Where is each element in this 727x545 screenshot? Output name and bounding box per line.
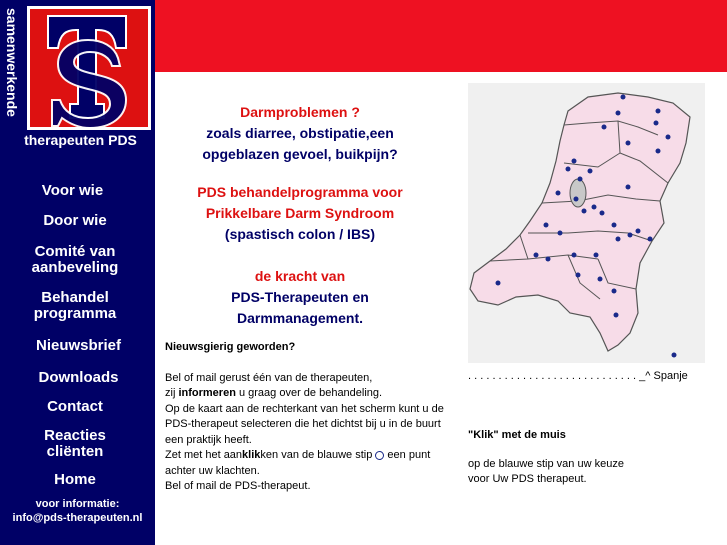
- top-banner: [155, 0, 727, 72]
- nav-downloads[interactable]: Downloads: [38, 369, 119, 386]
- nav-contact[interactable]: Contact: [47, 398, 103, 415]
- click-line-1: op de blauwe stip van uw keuze: [468, 458, 624, 470]
- therapist-dot[interactable]: [544, 223, 549, 228]
- logo-bottom-text: therapeuten PDS: [24, 132, 137, 148]
- pds-logo[interactable]: [0, 0, 155, 160]
- info-label: voor informatie:: [35, 498, 120, 510]
- intro-line-5: Prikkelbare Darm Syndroom: [205, 205, 395, 221]
- info-heading: Nieuwsgierig geworden?: [165, 341, 296, 353]
- logo-vertical-text: samenwerkende: [4, 8, 20, 117]
- therapist-dot[interactable]: [612, 223, 617, 228]
- therapist-dot[interactable]: [672, 353, 677, 358]
- therapist-dot[interactable]: [616, 111, 621, 116]
- click-instructions: [468, 428, 718, 487]
- info-p2: [165, 386, 445, 402]
- therapist-dot[interactable]: [614, 313, 619, 318]
- therapist-dot[interactable]: [588, 169, 593, 174]
- therapist-dot[interactable]: [576, 273, 581, 278]
- nav-voor-wie[interactable]: Voor wie: [41, 182, 104, 199]
- therapist-dot[interactable]: [592, 205, 597, 210]
- info-p2-c: u graag over de behandeling.: [235, 387, 383, 399]
- therapist-dot[interactable]: [600, 211, 605, 216]
- therapist-dot[interactable]: [621, 95, 626, 100]
- info-p5: Bel of mail de PDS-therapeut.: [165, 480, 311, 492]
- therapist-dot[interactable]: [534, 253, 539, 258]
- sidebar: [0, 0, 155, 545]
- therapist-dot[interactable]: [612, 289, 617, 294]
- therapist-dot[interactable]: [594, 253, 599, 258]
- therapist-dot[interactable]: [626, 141, 631, 146]
- spain-indicator: [468, 370, 718, 382]
- therapist-dot[interactable]: [566, 167, 571, 172]
- therapist-dot[interactable]: [496, 281, 501, 286]
- info-email-link[interactable]: info@pds-therapeuten.nl: [12, 512, 143, 524]
- therapist-dot[interactable]: [602, 125, 607, 130]
- info-p2-a: zij: [165, 387, 179, 399]
- intro-line-3: opgeblazen gevoel, buikpijn?: [202, 146, 398, 162]
- therapist-dot[interactable]: [574, 197, 579, 202]
- info-p4-bold: klik: [242, 449, 261, 461]
- therapist-dot[interactable]: [546, 257, 551, 262]
- nav-reacties-clienten[interactable]: Reacties cliënten: [44, 427, 106, 460]
- therapist-dot[interactable]: [656, 109, 661, 114]
- click-line-2: voor Uw PDS therapeut.: [468, 473, 587, 485]
- info-p1: Bel of mail gerust één van de therapeuten,: [165, 371, 373, 384]
- therapist-dot[interactable]: [582, 209, 587, 214]
- nav-home[interactable]: Home: [54, 471, 96, 488]
- therapist-dot[interactable]: [572, 253, 577, 258]
- intro-line-7: de kracht van: [254, 268, 346, 284]
- therapist-dot[interactable]: [616, 237, 621, 242]
- click-title: "Klik" met de muis: [468, 429, 566, 441]
- therapist-dot[interactable]: [578, 177, 583, 182]
- therapist-dot[interactable]: [556, 191, 561, 196]
- info-p2-bold: informeren: [178, 387, 236, 399]
- netherlands-map: [468, 83, 705, 363]
- info-p4-c: ken van de blauwe stip: [260, 449, 376, 461]
- info-p4: [165, 448, 445, 479]
- nav-door-wie[interactable]: Door wie: [43, 212, 107, 229]
- therapist-dot[interactable]: [628, 233, 633, 238]
- therapist-dot[interactable]: [626, 185, 631, 190]
- nav-behandel-programma[interactable]: Behandel programma: [33, 289, 117, 322]
- spain-label: Spanje: [653, 370, 688, 382]
- info-p4-d: een punt achter uw klachten.: [165, 449, 431, 477]
- contact-info: [0, 495, 155, 545]
- therapist-dot[interactable]: [572, 159, 577, 164]
- therapist-dot[interactable]: [654, 121, 659, 126]
- therapist-dot[interactable]: [558, 231, 563, 236]
- nav-nieuwsbrief[interactable]: Nieuwsbrief: [35, 337, 122, 354]
- intro-text: [160, 102, 440, 329]
- info-p4-a: Zet met het aan: [165, 449, 243, 461]
- intro-line-8: PDS-Therapeuten en: [231, 289, 369, 305]
- intro-line-9: Darmmanagement.: [236, 310, 364, 326]
- intro-line-6: (spastisch colon / IBS): [224, 226, 376, 242]
- therapist-dot[interactable]: [598, 277, 603, 282]
- intro-line-4: PDS behandelprogramma voor: [197, 184, 403, 200]
- spain-dots: . . . . . . . . . . . . . . . . . . . . . . . . . . . . _^: [468, 370, 651, 382]
- intro-line-2: zoals diarree, obstipatie,een: [206, 125, 394, 141]
- intro-line-1: Darmproblemen ?: [240, 104, 360, 120]
- therapist-dot[interactable]: [636, 229, 641, 234]
- therapist-dot[interactable]: [666, 135, 671, 140]
- therapist-dot[interactable]: [648, 237, 653, 242]
- therapist-dot[interactable]: [656, 149, 661, 154]
- info-p3: Op de kaart aan de rechterkant van het scherm kunt u de PDS-therapeut selecteren die het dichtst bij u in de buurt een praktijk heeft.: [165, 402, 444, 446]
- map-graphic: [468, 83, 705, 363]
- nav-comite-van-aanbeveling[interactable]: Comité van aanbeveling: [31, 243, 119, 276]
- info-text: [165, 340, 445, 495]
